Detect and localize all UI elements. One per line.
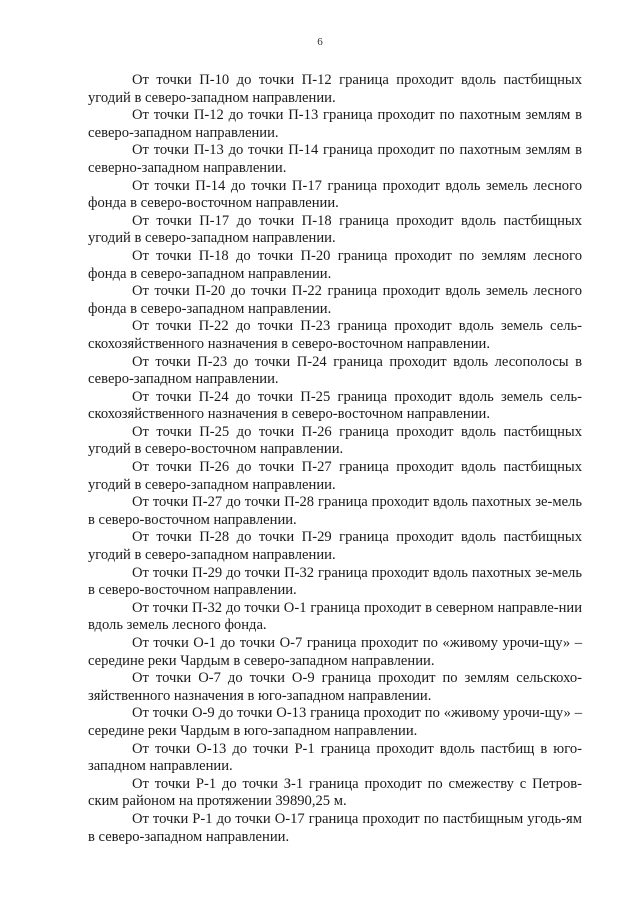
paragraph: От точки О-1 до точки О-7 граница проходит по «живому урочи-щу» – середине реки Чардым в северо-западном направлении. — [88, 635, 582, 669]
document-body — [88, 72, 582, 846]
paragraph: От точки П-32 до точки О-1 граница проходит в северном направле-нии вдоль земель лесного фонда. — [88, 599, 582, 634]
page-number: 6 — [317, 36, 323, 48]
paragraph: От точки П-12 до точки П-13 граница проходит по пахотным землям в северо-западном направлении. — [88, 107, 582, 141]
paragraph: От точки П-10 до точки П-12 граница проходит вдоль пастбищных угодий в северо-западном направлении. — [88, 72, 582, 106]
paragraph: От точки П-29 до точки П-32 граница проходит вдоль пахотных зе-мель в северо-восточном направлении. — [88, 564, 582, 599]
paragraph: От точки П-25 до точки П-26 граница проходит вдоль пастбищных угодий в северо-восточном направлении. — [88, 423, 582, 458]
paragraph: От точки П-13 до точки П-14 граница проходит по пахотным землям в северно-западном направлении. — [88, 142, 582, 176]
paragraph: От точки П-23 до точки П-24 граница проходит вдоль лесополосы в северо-западном направлении. — [88, 353, 582, 388]
paragraph: От точки П-24 до точки П-25 граница проходит вдоль земель сель-скохозяйственного назначения в северо-восточном направлении. — [88, 388, 582, 423]
paragraph: От точки П-22 до точки П-23 граница проходит вдоль земель сель-скохозяйственного назначения в северо-восточном направлении. — [88, 318, 582, 352]
paragraph: От точки О-9 до точки О-13 граница проходит по «живому урочи-щу» – середине реки Чардым в юго-западном направлении. — [88, 705, 582, 739]
paragraph: От точки Р-1 до точки О-17 граница проходит по пастбищным угодь-ям в северо-западном направлении. — [88, 810, 582, 845]
paragraph: От точки П-26 до точки П-27 граница проходит вдоль пастбищных угодий в северо-западном направлении. — [88, 459, 582, 493]
paragraph: От точки П-27 до точки П-28 граница проходит вдоль пахотных зе-мель в северо-восточном направлении. — [88, 494, 582, 528]
paragraph: От точки П-14 до точки П-17 граница проходит вдоль земель лесного фонда в северо-восточном направлении. — [88, 177, 582, 212]
paragraph: От точки П-18 до точки П-20 граница проходит по землям лесного фонда в северо-западном направлении. — [88, 247, 582, 282]
paragraph: От точки О-7 до точки О-9 граница проходит по землям сельскохо-зяйственного назначения в юго-западном направлении. — [88, 670, 582, 704]
paragraph: От точки Р-1 до точки З-1 граница проходит по смежеству с Петров-ским районом на протяжении 39890,25 м. — [88, 775, 582, 810]
paragraph: От точки П-17 до точки П-18 граница проходит вдоль пастбищных угодий в северо-западном направлении. — [88, 212, 582, 247]
paragraph: От точки П-28 до точки П-29 граница проходит вдоль пастбищных угодий в северо-западном направлении. — [88, 529, 582, 564]
paragraph: От точки О-13 до точки Р-1 граница проходит вдоль пастбищ в юго-западном направлении. — [88, 740, 582, 775]
paragraph: От точки П-20 до точки П-22 граница проходит вдоль земель лесного фонда в северо-западном направлении. — [88, 283, 582, 317]
